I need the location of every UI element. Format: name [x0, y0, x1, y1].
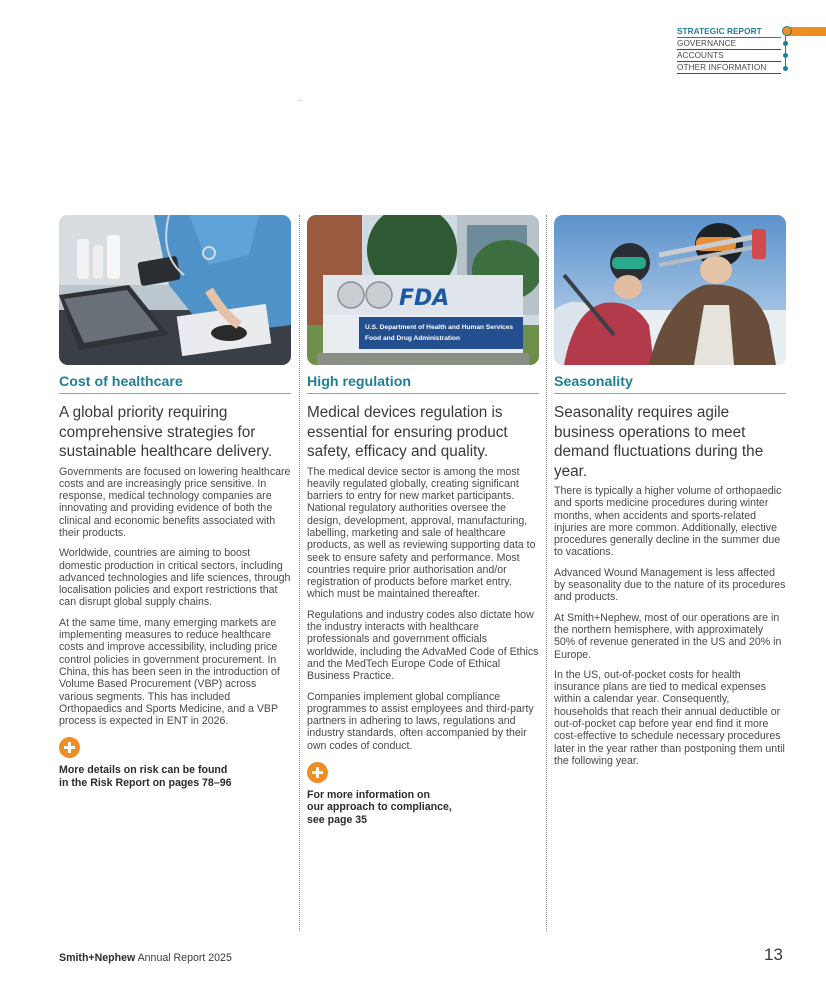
column-divider — [299, 215, 300, 931]
active-section-tab — [786, 27, 826, 36]
nav-governance[interactable]: GOVERNANCE — [677, 38, 781, 50]
body-paragraph: There is typically a higher volume of orthopaedic and sports medicine procedures during winter months, when accidents and sports-related injuries are more common. Additionally, elective procedures generally decline in the summer due to vacations. — [554, 485, 782, 559]
body-paragraph: Companies implement global compliance programmes to assist employees and third-party partners in adhering to laws, regulations and industry standards, often accompanied by their own codes of conduct. — [307, 690, 534, 752]
active-section-marker — [782, 26, 792, 36]
sign-line-2: Food and Drug Administration — [365, 335, 460, 342]
body-paragraph: In the US, out-of-pocket costs for health insurance plans are tied to medical expenses within a calendar year. Consequently, households that reach their annual deductible or out-of-pocket cap before year end find it more cost-effective to schedule necessary procedures later in the year rather than postponing them until the following year. — [554, 668, 785, 767]
body-paragraph: At the same time, many emerging markets are implementing measures to reduce healthcare costs and improve accessibility, including price control policies in government procurement. In China, this has been seen in the introduction of Volume Based Procurement (VBP) across various segments. This has included Orthopaedics and Sports Medicine, and a VBP process is expected in ENT in 2026. — [59, 616, 280, 728]
more-info — [59, 737, 291, 789]
section-heading: Seasonality — [554, 374, 786, 394]
skiers-photo — [554, 215, 786, 365]
body-paragraph: Regulations and industry codes also dictate how the industry interacts with healthcare professionals and government officials worldwide, including the AdvaMed Code of Ethics and the MedTech Europe Code of Ethical Business Practice. — [307, 608, 539, 683]
section-lead: Medical devices regulation is essential for ensuring product safety, efficacy and quality. — [307, 404, 508, 460]
column-cost-of-healthcare — [59, 215, 291, 789]
mark — [300, 100, 301, 101]
column-high-regulation — [307, 215, 539, 826]
body-paragraph: Worldwide, countries are aiming to boost domestic production in critical sectors, including advanced technologies and life sciences, through localisation policies and export restrictions that can disrupt global supply chains. — [59, 547, 291, 609]
plus-icon — [307, 762, 328, 783]
fda-sign-photo — [307, 215, 539, 365]
brand-name: Smith+Nephew — [59, 952, 136, 964]
section-nav — [677, 26, 781, 74]
page-number: 13 — [764, 945, 783, 964]
nav-rail — [785, 30, 786, 70]
nav-strategic-report[interactable]: STRATEGIC REPORT — [677, 26, 781, 38]
nav-dot — [783, 41, 788, 46]
sign-line-1: U.S. Department of Health and Human Services — [365, 324, 514, 331]
more-info — [307, 762, 539, 826]
risk-report-link[interactable]: More details on risk can be found in the Risk Report on pages 78–96 — [59, 764, 232, 789]
clinician-laptop-photo — [59, 215, 291, 365]
column-divider — [546, 215, 547, 931]
body-paragraph: Advanced Wound Management is less affected by seasonality due to the nature of its procedures and products. — [554, 566, 786, 604]
section-lead: A global priority requiring comprehensive strategies for sustainable healthcare delivery. — [59, 404, 273, 460]
body-paragraph: At Smith+Nephew, most of our operations are in the northern hemisphere, with approximately 50% of revenue generated in the US and 20% in Europe. — [554, 611, 782, 661]
fda-logo-text: FDA — [399, 286, 450, 311]
section-lead: Seasonality requires agile business operations to meet demand fluctuations during the year. — [554, 404, 764, 480]
nav-accounts[interactable]: ACCOUNTS — [677, 50, 781, 62]
body-paragraph: The medical device sector is among the most heavily regulated globally, creating significant barriers to entry for new market participants. National regulatory authorities oversee the design, development, approval, manufacturing, labelling, marketing and sale of healthcare products, as well as reviewing supporting data to seek to ensure safety and performance. Most countries require prior authorisation and/or registration of products before market entry, which must be maintained thereafter. — [307, 465, 536, 601]
plus-icon — [59, 737, 80, 758]
nav-dot — [783, 66, 788, 71]
body-paragraph: Governments are focused on lowering healthcare costs and are increasingly price sensitive. In response, medical technology companies are innovating and providing evidence of both the clinical and economic benefits associated with their products. — [59, 465, 291, 539]
nav-other-information[interactable]: OTHER INFORMATION — [677, 62, 781, 74]
section-heading: High regulation — [307, 374, 539, 394]
report-name: Annual Report 2025 — [135, 952, 232, 964]
column-seasonality — [554, 215, 786, 767]
nav-dot — [783, 53, 788, 58]
section-heading: Cost of healthcare — [59, 374, 291, 394]
footer-brand — [59, 952, 232, 964]
compliance-link[interactable]: For more information on our approach to compliance, see page 35 — [307, 789, 452, 826]
